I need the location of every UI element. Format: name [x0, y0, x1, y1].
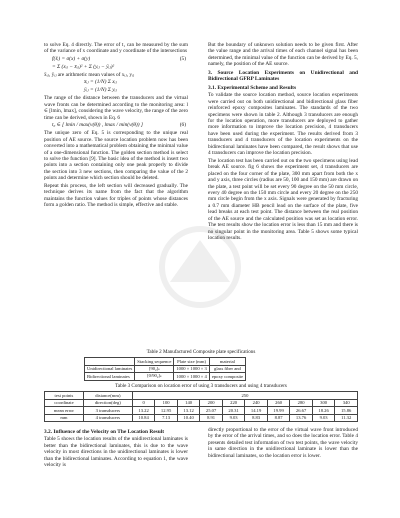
equation-number: (5) [179, 55, 186, 62]
table-cell: Stacking sequence [135, 358, 174, 366]
table-cell: 26.67 [290, 407, 313, 415]
table-cell: material [209, 358, 245, 366]
table-cell: coordinate [45, 399, 84, 407]
equation-xbar [84, 79, 188, 86]
table-cell: 3 transducers [83, 407, 132, 415]
table-cell: 9.03 [312, 414, 335, 422]
paragraph: The location test has been carried out on the two specimens using lead break AE source. fig 6 shows the experiment set, 4 transducers are placed on the four corner of the plate, 300 mm apart from both the x and y axis, three circles (radius are 50, 100 and 150 mm) are drawn on the plate, a test point will be set every 90 degree on the 50 mm circle, every 40 degree on the 150 mm circle and every 20 degree on the 250 mm circle begin from the x axis. Signals were generated by fracturing a 0.7 mm diameter HB pencil lead on the surface of the plate, five lead breaks at each test point. The distance between the real position of the AE source and the calculated position was set as location error. The test results show the location error is less than 15 mm and there is no singular point in the monitoring area. Table 5 shows some typical location results. [208, 157, 358, 242]
table-cell: mean error [45, 407, 84, 415]
equation-ybar [84, 87, 188, 94]
table-cell: 260 [267, 399, 290, 407]
equation-text: t₀ ∈ [ lmin / max(v(θ)) , lmax / min(v(θ)) ] [52, 122, 143, 129]
table-cell: 9.03 [222, 414, 245, 422]
paragraph: To validate the source location method, source location experiments were carried out on both unidirectional and bidirectional glass fiber reinforced epoxy composites laminates. The standards of the two specimens were shown in table 2. Although 3 transducers are enough for the location operation, more transducers are deployed to gather more information to improve the location precision, 4 transducers have been used during the experiment. The results derived from 3 transducers and 4 transducers of the location experiments on the bidirectional laminates have been compared, the result shows that use 4 transducers can improve the location precision. [208, 92, 358, 157]
table-cell: 14.19 [245, 407, 268, 415]
table-cell: 13.76 [290, 414, 313, 422]
table-cell: 25.07 [200, 407, 223, 415]
table-cell: epoxy composite [209, 373, 245, 381]
table-cell: mm [45, 414, 84, 422]
table-3-caption: Table 3 Comparison on location error of using 3 transducers and using 4 transducers [115, 383, 287, 389]
lower-right-column [208, 427, 358, 460]
table-row [85, 373, 246, 381]
table-cell: 12.95 [155, 407, 178, 415]
table-cell: 20.31 [222, 407, 245, 415]
table-cell: 300 [312, 399, 335, 407]
table-cell: 280 [290, 399, 313, 407]
table-cell: 1000 × 1000 × 4 [174, 373, 209, 381]
table-cell: 7.13 [155, 414, 178, 422]
table-cell: 8.91 [200, 414, 223, 422]
table-3 [44, 391, 358, 422]
equation-5 [52, 56, 188, 63]
table-cell: 13.22 [132, 407, 155, 415]
table-cell: glass fiber and [209, 365, 245, 373]
table-cell: distance(mm) [83, 392, 132, 400]
table-cell: 1000 × 1000 × 3 [174, 365, 209, 373]
table-cell: [0/90₂]ₛ [135, 373, 174, 381]
table-row [45, 399, 358, 407]
subsection-heading: 3.2. Influence of the Velocity on The Location Result [44, 429, 164, 435]
section-heading: 3. Source Location Experiments on Unidirectional and Bidirectional GFRP Laminates [208, 69, 358, 83]
table-2 [84, 357, 246, 381]
table-cell: 340 [335, 399, 358, 407]
table-cell: 0 [132, 399, 155, 407]
equation-rhs: = Σ (xᵢⱼ − x̄ᵢⱼ)² + Σ (yᵢⱼ − ȳᵢⱼ)² [52, 63, 115, 70]
table-row [45, 407, 358, 415]
table-cell: Unidirectional laminates [85, 365, 135, 373]
table-cell: 240 [245, 399, 268, 407]
table-cell: 19.99 [267, 407, 290, 415]
table-cell: Bidirectional laminates [85, 373, 135, 381]
equation-lhs: f(ℓᵢ) = σ(x) + σ(y) [52, 55, 91, 62]
table-cell: 220 [222, 399, 245, 407]
table-row [45, 392, 358, 400]
left-column [44, 42, 188, 210]
table-2-caption: Table 2 Manufactured Composite plate specifications [146, 349, 256, 355]
equation-6 [52, 122, 188, 129]
paragraph: But the boundary of unknown solution needs to be given first. After the value range and the arrival times of each channel signal has been determined, the minimal value of the function can be derived by Eq. 5, namely, the position of the AE source. [208, 42, 358, 68]
table-header-row [85, 358, 246, 366]
table-cell: 10.84 [132, 414, 155, 422]
table-cell: test points [45, 392, 84, 400]
paragraph: The range of the distance between the transducers and the virtual wave fronts can be determined according to the monitoring area: l ∈ [lmin, lmax], considering the wave velocity, the range of the zero time can be derived, shown in Eq. 6 [44, 95, 188, 121]
equation-text: x̄ᵢⱼ = (1/N) Σ xᵢⱼ [84, 79, 117, 86]
table-cell: [90₂]ₛ [135, 365, 174, 373]
equation-number: (6) [179, 122, 186, 129]
equation-5-rhs [52, 64, 188, 71]
paragraph: The unique zero of Eq. 5 is corresponding to the unique real position of AE source. The source location problem now has been converted into a mathematical problem obtaining the minimal value of a one-dimensional function. The golden section method is select to solve the function [9]. The basic idea of the method is insert two points into a section containing only one peak properly to divide the section into 3 new sections, then comparing the value of the 2 points and determine which section should be deleted. [44, 130, 188, 182]
paragraph: Table 5 shows the location results of the unidirectional laminates is better than the bidirectional laminates, this is due to the wave velocity in most directions in the unidirectional laminates is lower than the bidirectional laminates. According to equation 1, the wave velocity is [44, 436, 188, 469]
table-cell: 15.86 [335, 407, 358, 415]
paragraph: Repeat this process, the left section will decreased gradually. The technique derives its name from the fact that the algorithm maintains the function values for triples of points whose distances form a golden ratio. The method is simple, effective and stable. [44, 182, 188, 209]
table-cell: 10.40 [177, 414, 200, 422]
table-cell: 18.26 [312, 407, 335, 415]
subsection-heading: 3.1. Experimental Scheme and Results [208, 84, 297, 91]
table-cell: 8.83 [245, 414, 268, 422]
table-row [45, 414, 358, 422]
paragraph: x̄ᵢⱼ, ȳᵢⱼ are arithmetic mean values of xᵢⱼ, yᵢⱼ [44, 71, 135, 78]
table-row [85, 365, 246, 373]
table-cell: Plate size (mm) [174, 358, 209, 366]
table-cell: 8.87 [267, 414, 290, 422]
table-cell: 250 [132, 392, 357, 400]
table-cell: direction(deg) [83, 399, 132, 407]
table-cell: 200 [200, 399, 223, 407]
lower-left-column [44, 427, 188, 470]
paragraph: to solve Eq. 4 directly. The error of t₁ can be measured by the sum of the variance of x coordinate and y coordinate of the intersections [44, 42, 188, 55]
table-cell [85, 358, 135, 366]
equation-text: ȳᵢⱼ = (1/N) Σ yᵢⱼ [84, 87, 117, 94]
table-cell: 13.12 [177, 407, 200, 415]
table-cell: 100 [155, 399, 178, 407]
table-cell: 11.32 [335, 414, 358, 422]
table-cell: 4 transducers [83, 414, 132, 422]
right-column [208, 42, 358, 243]
table-cell: 140 [177, 399, 200, 407]
paragraph: directly proportional to the error of the virtual wave front introduced by the error of the arrival times, and so does the location error. Table 4 presents detailed test information of two test points, the wave velocity in same direction in the unidirectional laminate is lower than the bidirectional laminates, so the location error is lower. [208, 427, 358, 459]
